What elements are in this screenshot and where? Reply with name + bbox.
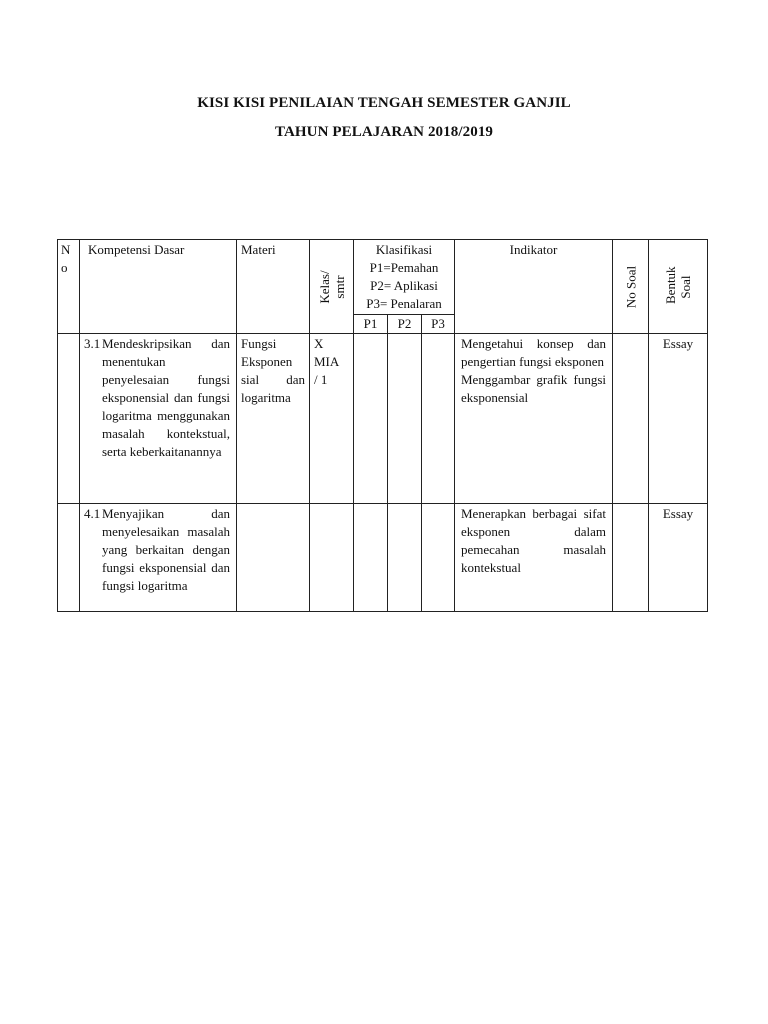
row1-indikator-1: Mengetahui konsep dan pengertian fungsi eksponen [461, 336, 606, 369]
row2-indikator [455, 504, 613, 612]
row2-p2 [388, 504, 422, 612]
row1-kelas [310, 334, 354, 504]
row1-indikator-2: Menggambar grafik fungsi eksponensial [461, 372, 606, 405]
row1-kelas-line1: X [314, 336, 324, 351]
header-row [58, 240, 708, 315]
row2-p3 [422, 504, 455, 612]
header-no-soal [613, 240, 649, 334]
header-bentuk-soal-label: Bentuk Soal [663, 265, 693, 304]
row1-indikator [455, 334, 613, 504]
row1-kompetensi [80, 334, 237, 504]
row2-kd-block [84, 505, 230, 595]
header-kompetensi-label: Kompetensi Dasar [88, 242, 185, 257]
row1-bentuk: Essay [649, 334, 708, 504]
header-no-soal-label: No Soal [623, 265, 638, 308]
header-p1: P1 [354, 315, 388, 334]
table-row [58, 504, 708, 612]
klasifikasi-p2-desc: P2= Aplikasi [370, 278, 438, 293]
row2-kelas [310, 504, 354, 612]
header-indikator-label: Indikator [509, 242, 558, 257]
header-materi-label: Materi [241, 242, 276, 257]
row2-kd-number: 4.1 [84, 506, 101, 521]
klasifikasi-p3-desc: P3= Penalaran [366, 296, 442, 311]
document-title: KISI KISI PENILAIAN TENGAH SEMESTER GANJIL [197, 95, 571, 111]
row2-p1 [354, 504, 388, 612]
row1-p2 [388, 334, 422, 504]
row1-kelas-line3: / 1 [314, 372, 328, 387]
row1-kd-text: Mendeskripsikan dan menentukan penyelesaian fungsi eksponensial dan fungsi logaritma menggunakan masalah kontekstual, serta keberkaitanannya [102, 336, 230, 459]
header-klasifikasi [354, 240, 455, 315]
row2-indikator-1: Menerapkan berbagai sifat eksponen dalam pemecahan masalah kontekstual [461, 506, 606, 575]
header-p2: P2 [388, 315, 422, 334]
header-kompetensi [80, 240, 237, 334]
header-kelas-label: Kelas/ smtr [316, 269, 347, 304]
header-kelas [310, 240, 354, 334]
header-no [58, 240, 80, 334]
document-subtitle: TAHUN PELAJARAN 2018/2019 [274, 124, 494, 140]
row1-materi: Fungsi Eksponen sial dan logaritma [237, 334, 310, 504]
header-p3: P3 [422, 315, 455, 334]
header-bentuk-soal [649, 240, 708, 334]
klasifikasi-p1-desc: P1=Pemahan [369, 260, 439, 275]
kisi-kisi-table [57, 239, 708, 612]
row1-kd-number: 3.1 [84, 336, 101, 351]
row1-p3 [422, 334, 455, 504]
header-indikator [455, 240, 613, 334]
row2-no [58, 504, 80, 612]
header-no-label: N o [61, 242, 71, 275]
row1-no [58, 334, 80, 504]
row1-p1 [354, 334, 388, 504]
table-row [58, 334, 708, 504]
klasifikasi-title: Klasifikasi [375, 242, 433, 257]
row2-materi [237, 504, 310, 612]
row2-kd-text: Menyajikan dan menyelesaikan masalah yang berkaitan dengan fungsi eksponensial dan fungsi logaritma [102, 506, 230, 593]
row2-kompetensi [80, 504, 237, 612]
header-materi [237, 240, 310, 334]
row1-no-soal [613, 334, 649, 504]
row1-kelas-line2: MIA [314, 354, 340, 369]
row2-bentuk: Essay [649, 504, 708, 612]
row1-kd-block [84, 335, 230, 461]
row2-no-soal [613, 504, 649, 612]
